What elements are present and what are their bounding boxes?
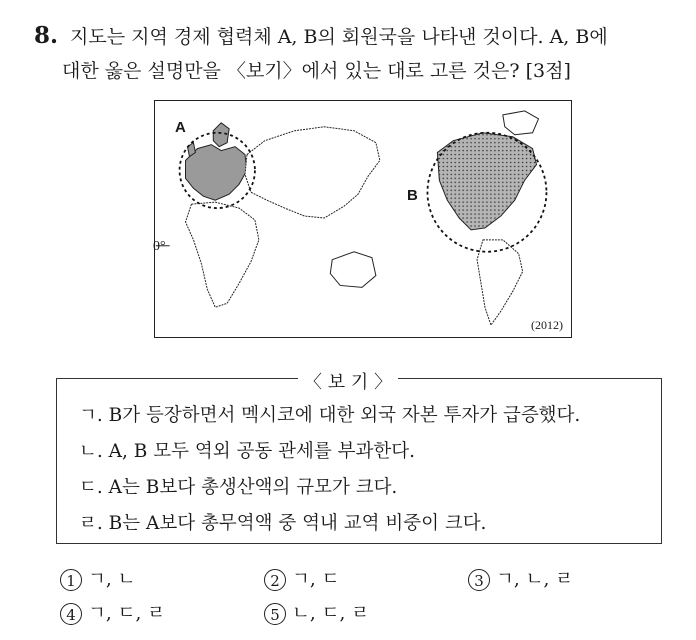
greenland [503,111,539,135]
question-line-2: 대한 옳은 설명만을 〈보기〉에서 있는 대로 고른 것은? [3점] [62,60,571,82]
option-5[interactable] [264,599,369,625]
answer-options [60,565,680,635]
world-map [154,100,572,338]
africa-landmass [186,202,259,307]
question-text-1: 지도는 지역 경제 협력체 A, B의 회원국을 나타낸 것이다. A, B에 [70,26,608,48]
map-year: (2012) [531,318,563,332]
option-2[interactable] [264,565,340,591]
option-number-2: 2 [264,569,286,591]
australia-landmass [330,252,376,288]
option-1[interactable] [60,565,136,591]
question-number: 8. [34,22,59,49]
option-text-2: ㄱ, ㄷ [292,569,340,590]
bogi-item-4: ㄹ. B는 A보다 총무역액 중 역내 교역 비중이 크다. [79,513,487,534]
bogi-item-1: ㄱ. B가 등장하면서 멕시코에 대한 외국 자본 투자가 급증했다. [79,405,581,426]
option-number-4: 4 [60,603,82,625]
world-map-svg [155,101,571,337]
option-text-4: ㄱ, ㄷ, ㄹ [88,603,166,624]
equator-label: 0° [153,239,166,254]
south-america-landmass [477,240,523,325]
option-text-1: ㄱ, ㄴ [88,569,136,590]
bogi-title-text: 〈 보 기 〉 [298,372,398,393]
option-3[interactable] [468,565,573,591]
option-number-3: 3 [468,569,490,591]
option-text-5: ㄴ, ㄷ, ㄹ [292,603,370,624]
option-number-5: 5 [264,603,286,625]
asia-landmass [245,127,380,218]
option-number-1: 1 [60,569,82,591]
map-label-b: B [407,187,418,204]
question-line-1 [34,22,608,49]
option-4[interactable] [60,599,165,625]
bogi-item-3: ㄷ. A는 B보다 총생산액의 규모가 크다. [79,477,398,498]
bogi-box [56,378,662,544]
bogi-item-2: ㄴ. A, B 모두 역외 공동 관세를 부과한다. [79,441,415,462]
map-label-a: A [175,119,186,136]
option-text-3: ㄱ, ㄴ, ㄹ [496,569,574,590]
north-america-landmass [437,133,536,230]
